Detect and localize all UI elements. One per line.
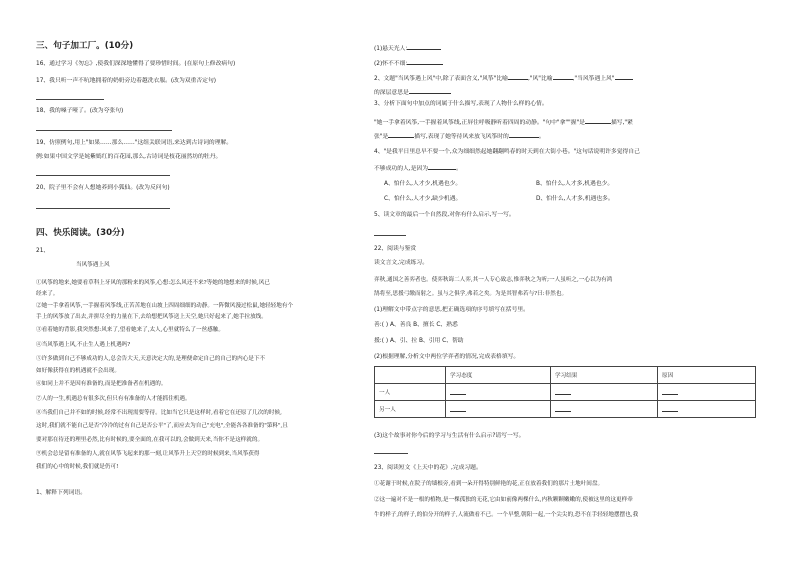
- blank-cell[interactable]: [450, 405, 466, 412]
- table-row-label: 另一人: [375, 401, 446, 418]
- blank-r2[interactable]: [407, 58, 443, 65]
- answer-line-17[interactable]: [36, 99, 104, 100]
- passage-line: 我们的心中的时候,我们就是仍可!: [36, 464, 119, 470]
- passage-line: ③看着她的背影,我突然想:风来了,望看她来了,太人,心里就特么了一丝感触。: [36, 327, 224, 333]
- answer-line-5[interactable]: [374, 235, 406, 236]
- question-4-line1: 4、"是我平日里总早不要一个,众为细细然起她翻翻鸣春的时天到在大街小巷。"这句话说明许多觉得自己: [374, 149, 640, 155]
- answer-line-22-3[interactable]: [374, 453, 408, 454]
- passage-line: 如好像获得在的机遇就不会出现。: [36, 368, 120, 374]
- q4-option-c[interactable]: C、怕什么,人才少,缺少机遇。: [384, 196, 462, 202]
- passage-line: ⑨机会总是留有准备的人,就在风筝飞起来的那一刻,让风筝升上天空的时候到来,当风筝获得: [36, 451, 260, 457]
- blank-q2-2[interactable]: [553, 73, 573, 80]
- blank-q3-3[interactable]: [509, 131, 539, 138]
- question-22-title: 22、阅读与鉴赏: [374, 246, 417, 252]
- question-3: 3、分析下面句中加点的词属于什么描写,表现了人物什么样的心情。: [374, 101, 548, 107]
- q23-passage-line: ②这一遍对不是一根的植物,是一棵孤独的无花,它由如前像两棵什么,内秋颗颗嫩嫩的,使被这里的这更样牵: [374, 497, 633, 503]
- table-row: [375, 384, 756, 401]
- question-22-1: (1)理解文中带点字的意思,把正确选项的序号填写在括号里。: [374, 307, 529, 313]
- blank-q2-1[interactable]: [508, 73, 528, 80]
- question-22-3: (3)这个故事对你今后的学习与生活有什么启示?请写一写。: [374, 433, 525, 439]
- table-header-row: [375, 367, 756, 384]
- q3-quote-b: 描写,"紧: [610, 120, 633, 126]
- q2-text-b: ,"风"比喻: [527, 76, 553, 82]
- passage-line: 这时,我们就不能自己是否"冷冷的过有自己是否公平"了,而应去为自己"充电",全能各各准备的"第料",且: [36, 423, 288, 429]
- question-22-intro: 读文言文,完成练习。: [374, 260, 429, 266]
- passage-line: 经来了。: [36, 291, 59, 297]
- question-2-line2: [374, 87, 451, 97]
- passage-21-number: 21、: [36, 248, 50, 254]
- q22-yuan-choice[interactable]: 援:( ) A、引、拉 B、引用 C、帮助: [374, 338, 464, 344]
- blank-cell[interactable]: [555, 405, 571, 412]
- right-column: [374, 0, 758, 562]
- blank-cell[interactable]: [555, 388, 571, 395]
- passage-line: ⑦人的一生,机遇总有很多次,但只有有准备的人才能抓住机遇。: [36, 396, 191, 402]
- question-23-title: 23、阅读短文《上天中的花》,完成习题。: [374, 465, 482, 471]
- question-3-quote-line2: [374, 131, 545, 141]
- question-19: 19、仿照例句,用上"如果……那么……"这组关联词语,来达到古诗词的理解。: [36, 140, 233, 146]
- section-3-title: 三、句子加工厂。(10分): [36, 41, 134, 51]
- table-answer-cell[interactable]: [446, 401, 551, 418]
- table-header-cell: [375, 367, 446, 384]
- question-18: 18、我的嗓子哑了。(改为夸张句): [36, 108, 124, 114]
- left-column: [36, 0, 362, 562]
- blank-q3-1[interactable]: [585, 117, 611, 124]
- table-answer-cell[interactable]: [658, 401, 756, 418]
- q4-option-b[interactable]: B、怕什么,人才多,机遇也少。: [536, 181, 614, 187]
- q2-text-a: 2、文题"当风筝遇上风"中,除了表面含义,"风筝"比喻: [374, 76, 508, 82]
- question-22-2: (2)根据理解,分析文中两位学弈者的情况,完成表格填写。: [374, 354, 520, 360]
- answer-line-20[interactable]: [36, 208, 170, 209]
- right-q1-1-label: (1)悬天光人:: [374, 46, 408, 52]
- passage-line: 手上的风筝放了出去,并拼尽全的力量在下,去给想把风筝送上天空,她只好起来了,她手拉放线。: [36, 314, 267, 320]
- q3-quote-e: 。: [538, 134, 545, 140]
- q2-text-d: 的深层意思是: [374, 90, 409, 96]
- q3-quote-d: 描写,表现了她等待风来放飞风筝时的: [414, 134, 509, 140]
- blank-q2-4[interactable]: [409, 87, 451, 94]
- blank-q4[interactable]: [428, 163, 456, 170]
- question-21-1: 1、解释下列词语。: [36, 490, 87, 496]
- blank-r1[interactable]: [407, 43, 441, 50]
- table-answer-cell[interactable]: [658, 384, 756, 401]
- blank-cell[interactable]: [450, 388, 466, 395]
- table-header-cell: 学习结果: [551, 367, 658, 384]
- section-4-title: 四、快乐阅读。(30分): [36, 228, 125, 238]
- question-16: 16、通过学习《勿忘》,使我们深深地懂得了要珍惜时间。(在原句上修改病句): [36, 61, 236, 67]
- question-2-line1: [374, 73, 633, 83]
- question-5: 5、读文章的最后一个自然段,对你有什么启示,写一写。: [374, 212, 515, 218]
- classical-text-line2: 鹄将至,思援弓缴而射之。虽与之俱学,弗若之矣。为是其智弗若与?曰:非然也。: [374, 291, 568, 297]
- q23-passage-line: ①花谢于时候,在院子的墙根旁,看到一朵开得特别鲜艳的花,正在放着我们的那片土地叶间盘。: [374, 481, 604, 487]
- answer-line-18[interactable]: [36, 130, 172, 131]
- q4-option-a[interactable]: A、怕什么,人才少,机遇也少。: [384, 181, 462, 187]
- table-answer-cell[interactable]: [551, 401, 658, 418]
- comparison-table: [374, 366, 756, 418]
- passage-line: ①风筝的地来,她要看草科上牙风的那粉来的风筝,心想:怎么风还不来?等她的地想来的时候,风已: [36, 280, 270, 286]
- passage-line: ⑥如同上并不是因有准备的,而是把准备者在机遇的。: [36, 381, 167, 387]
- passage-line: ④当风筝遇上风,不止生人遇上机遇吗?: [36, 342, 131, 348]
- q3-quote-a: "她一手拿着风筝,一手握着风筝线,正屏住呼吸静听着四周的动静。"句中"拿""握"是: [374, 120, 585, 126]
- table-row-label: 一人: [375, 384, 446, 401]
- passage-line: 要对那在待还的理里必然,比有时候的,要全面的,在我可以的,会做到天来,当你不是这样就的。: [36, 437, 264, 443]
- question-19-example: 例:如果中国文学是姹紫嫣红的百花园,那么,古诗词是枝花丽然坊的牡丹。: [36, 154, 222, 160]
- q22-shan-choice[interactable]: 善:( ) A、善良 B、擅长 C、熟悉: [374, 322, 458, 328]
- passage-line: ②她一手拿着风筝,一手握着风筝线,正苦苦地在山坡上四周细细的动静。一阵微风漫过松鼠,她轻轻地有个: [36, 303, 294, 309]
- blank-cell[interactable]: [662, 405, 678, 412]
- q4-text-c: 。: [456, 166, 462, 172]
- table-row: [375, 401, 756, 418]
- right-q1-1: [374, 43, 441, 53]
- q4-option-d[interactable]: D、怕什么,人才多,机遇也多。: [536, 196, 614, 202]
- q4-text-b: 不够成功的人,是因为: [374, 166, 429, 172]
- q3-quote-c: 张"是: [374, 134, 389, 140]
- passage-title: 当风筝遇上风: [76, 262, 110, 268]
- question-20: 20、院子里不会有人想她养到小狐仙。(改为反问句): [36, 185, 170, 191]
- q23-passage-line: 牛的样子,的样子,的伯分开的样子,人流做看不已。一个早整,朝阳一起,一个尖尖的,恐不在手轻轻地摆摆也,我: [374, 512, 639, 518]
- q2-text-c: ,"当风筝遇上风": [572, 76, 615, 82]
- right-q1-2-label: (2)怀不不细:: [374, 61, 408, 67]
- question-3-quote-line1: [374, 117, 633, 127]
- blank-cell[interactable]: [662, 388, 678, 395]
- blank-q2-3[interactable]: [615, 73, 633, 80]
- blank-q3-2[interactable]: [388, 131, 414, 138]
- passage-line: ⑤许多做到自己不够成功的人,总会告大天,天意决定大的,是理便命定自己的自己的内心是下不: [36, 356, 266, 362]
- table-answer-cell[interactable]: [551, 384, 658, 401]
- classical-text-line1: 弈秋,通国之善弈者也。使弈秋诲二人弈,其一人专心致志,惟弈秋之为听;一人虽听之,一心以为有鸿: [374, 277, 613, 283]
- table-answer-cell[interactable]: [446, 384, 551, 401]
- answer-line-19[interactable]: [36, 175, 170, 176]
- passage-line: ⑧当我们自己并不如的时候,经常不出现需要等待。比如当它只是这样时,看着它在还原了几次的时候,: [36, 410, 282, 416]
- question-17: 17、我只听一声不吭地拥着的奶奶旁边着越洗衣服。(改为双重否定句): [36, 78, 217, 84]
- right-q1-2: [374, 58, 443, 68]
- question-4-line2: [374, 163, 462, 173]
- table-header-cell: 原因: [658, 367, 756, 384]
- table-header-cell: 学习态度: [446, 367, 551, 384]
